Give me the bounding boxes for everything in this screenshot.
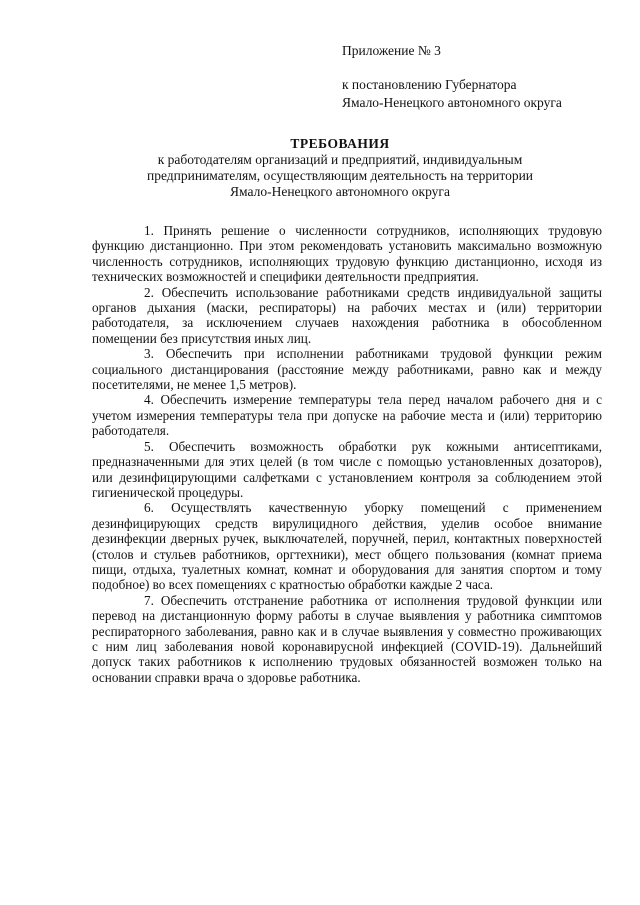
requirement-item-4: 4. Обеспечить измерение температуры тела перед началом рабочего дня и с учетом измерения температуры тела при допуске на рабочие места и (или) территорию работодателя. [92,392,602,439]
document-title: ТРЕБОВАНИЯ [290,136,390,151]
appendix-note [342,42,632,112]
requirement-item-2: 2. Обеспечить использование работниками средств индивидуальной защиты органов дыхания (маски, респираторы) на рабочих местах и (или) территории работодателя, за исключением случаев нахождения работника в обособленном помещении без присутствия иных лиц. [92,284,602,346]
appendix-reference-line-1: к постановлению Губернатора [342,77,517,92]
requirement-item-5: 5. Обеспечить возможность обработки рук кожными антисептиками, предназначенными для этих целей (в том числе с помощью установленных дозаторов), или дезинфицирующими салфетками с установлением контроля за соблюдением этой гигиенической процедуры. [92,438,602,500]
document-header [90,136,590,200]
appendix-reference-line-2: Ямало-Ненецкого автономного округа [342,95,562,110]
requirement-item-7: 7. Обеспечить отстранение работника от исполнения трудовой функции или перевод на дистанционную форму работы в случае выявления у работника симптомов респираторного заболевания, равно как и в случае выявления у совместно проживающих с ним лиц заболевания новой коронавирусной инфекцией (COVID-19). Дальнейший допуск таких работников к исполнению трудовых обязанностей возможен только на основании справки врача о здоровье работника. [92,592,602,685]
requirements-list [92,223,602,685]
document-subtitle-line-1: к работодателям организаций и предприятий, индивидуальным [157,152,523,167]
document-subtitle-line-2: предпринимателям, осуществляющим деятельность на территории [146,168,534,183]
appendix-number: Приложение № 3 [342,43,441,58]
document-subtitle-line-3: Ямало-Ненецкого автономного округа [230,184,450,199]
requirement-item-1: 1. Принять решение о численности сотрудников, исполняющих трудовую функцию дистанционно. При этом рекомендовать установить максимально возможную численность сотрудников, исполняющих трудовую функцию дистанционно, исходя из технических возможностей и специфики деятельности предприятия. [92,223,602,285]
requirement-item-6: 6. Осуществлять качественную уборку помещений с применением дезинфицирующих средств вирулицидного действия, уделив особое внимание дезинфекции дверных ручек, выключателей, поручней, перил, контактных поверхностей (столов и стульев работников, оргтехники), мест общего пользования (комнат приема пищи, отдыха, туалетных комнат, комнат и оборудования для занятия спортом и тому подобное) во всех помещениях с кратностью обработки каждые 2 часа. [92,500,602,593]
requirement-item-3: 3. Обеспечить при исполнении работниками трудовой функции режим социального дистанцирования (расстояние между работниками, равно как и между посетителями, не менее 1,5 метров). [92,346,602,393]
